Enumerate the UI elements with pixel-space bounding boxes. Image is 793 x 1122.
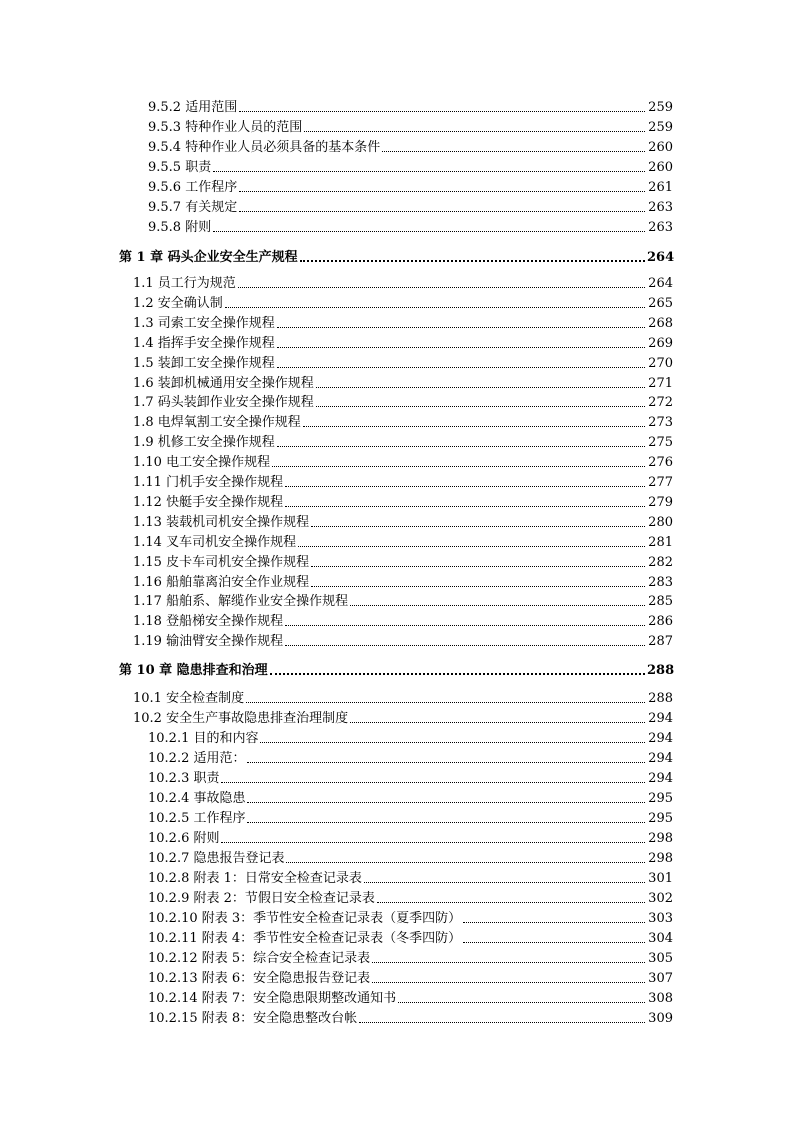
- toc-entry-label: 1.16 船舶靠离泊安全作业规程: [133, 574, 310, 590]
- toc-entry-page-number: 272: [648, 395, 673, 411]
- toc-entry-page-number: 309: [648, 1011, 673, 1026]
- toc-entry-page-number: 268: [648, 315, 673, 331]
- toc-entry-label: 10.2.9 附表 2：节假日安全检查记录表: [148, 891, 375, 906]
- toc-entry-label: 1.15 皮卡车司机安全操作规程: [133, 554, 310, 570]
- dot-leader: [316, 406, 645, 407]
- toc-entry-label: 1.17 船舶系、解缆作业安全操作规程: [133, 594, 349, 610]
- dot-leader: [225, 307, 645, 308]
- dot-leader: [246, 702, 645, 703]
- toc-entry[interactable]: [0, 410, 673, 430]
- toc-entry-page-number: 264: [647, 250, 675, 265]
- toc-entry-page-number: 265: [648, 295, 673, 311]
- dot-leader: [221, 782, 645, 783]
- toc-chapter-entry[interactable]: [0, 245, 673, 265]
- toc-entry-page-number: 260: [648, 160, 673, 175]
- toc-entry[interactable]: [0, 866, 673, 886]
- toc-entry[interactable]: [0, 331, 673, 351]
- toc-entry-label: 10.2.2 适用范：: [148, 751, 246, 766]
- toc-entry-label: 9.5.2 适用范围: [148, 100, 238, 115]
- dot-leader: [213, 231, 645, 232]
- toc-entry[interactable]: [0, 886, 673, 906]
- toc-entry[interactable]: [0, 271, 673, 291]
- dot-leader: [304, 131, 645, 132]
- dot-leader: [372, 982, 645, 983]
- toc-entry-page-number: 287: [648, 634, 673, 650]
- toc-entry[interactable]: [0, 510, 673, 530]
- toc-entry-label: 1.14 叉车司机安全操作规程: [133, 534, 297, 550]
- dot-leader: [213, 171, 645, 172]
- dot-leader: [277, 367, 645, 368]
- toc-entry[interactable]: [0, 95, 673, 115]
- dot-leader: [260, 742, 645, 743]
- dot-leader: [377, 902, 645, 903]
- toc-entry[interactable]: [0, 946, 673, 966]
- toc-entry-page-number: 288: [648, 691, 673, 706]
- toc-entry-label: 10.2.13 附表 6：安全隐患报告登记表: [148, 971, 371, 986]
- toc-entry-page-number: 295: [648, 791, 673, 806]
- toc-entry-page-number: 304: [648, 931, 673, 946]
- toc-entry-page-number: 275: [648, 435, 673, 451]
- toc-entry-page-number: 294: [648, 731, 673, 746]
- toc-entry-label: 9.5.8 附则: [148, 220, 212, 235]
- toc-entry-label: 第 1 章 码头企业安全生产规程: [119, 250, 298, 265]
- toc-entry-page-number: 294: [648, 751, 673, 766]
- toc-entry-label: 1.7 码头装卸作业安全操作规程: [133, 395, 314, 411]
- toc-entry[interactable]: [0, 135, 673, 155]
- toc-entry-page-number: 264: [648, 276, 673, 291]
- toc-entry[interactable]: [0, 629, 673, 649]
- toc-entry-label: 10.2.1 目的和内容: [148, 731, 259, 746]
- toc-entry-page-number: 270: [648, 355, 673, 371]
- dot-leader: [316, 387, 645, 388]
- toc-entry[interactable]: [0, 311, 673, 331]
- dot-leader: [285, 625, 645, 626]
- toc-entry-label: 1.6 装卸机械通用安全操作规程: [133, 375, 314, 391]
- toc-entry-label: 9.5.7 有关规定: [148, 200, 238, 215]
- toc-entry[interactable]: [0, 1006, 673, 1026]
- dot-leader: [311, 526, 645, 527]
- toc-entry-label: 10.2.15 附表 8：安全隐患整改台帐: [148, 1011, 358, 1026]
- dot-leader: [239, 191, 645, 192]
- toc-entry-label: 10.2.6 附则: [148, 831, 220, 846]
- toc-entry[interactable]: [0, 430, 673, 450]
- toc-entry-page-number: 301: [648, 871, 673, 886]
- toc-entry-label: 10.2.14 附表 7：安全隐患限期整改通知书: [148, 991, 397, 1006]
- toc-entry-label: 1.2 安全确认制: [133, 295, 223, 311]
- toc-entry-label: 10.2.7 隐患报告登记表: [148, 851, 285, 866]
- toc-entry[interactable]: [0, 806, 673, 826]
- dot-leader: [239, 111, 645, 112]
- toc-entry-page-number: 279: [648, 494, 673, 510]
- toc-entry-label: 1.18 登船梯安全操作规程: [133, 614, 284, 630]
- toc-entry-label: 10.2.12 附表 5：综合安全检查记录表: [148, 951, 371, 966]
- toc-entry-page-number: 269: [648, 335, 673, 351]
- toc-entry[interactable]: [0, 390, 673, 410]
- toc-entry-label: 10.2 安全生产事故隐患排查治理制度: [133, 711, 349, 726]
- dot-leader: [247, 762, 645, 763]
- toc-entry-label: 1.8 电焊氧割工安全操作规程: [133, 415, 301, 431]
- toc-entry[interactable]: [0, 450, 673, 470]
- dot-leader: [285, 486, 645, 487]
- toc-entry[interactable]: [0, 966, 673, 986]
- toc-entry-label: 1.19 输油臂安全操作规程: [133, 634, 284, 650]
- toc-entry[interactable]: [0, 215, 673, 235]
- dot-leader: [463, 942, 645, 943]
- toc-entry-label: 1.5 装卸工安全操作规程: [133, 355, 275, 371]
- toc-entry[interactable]: [0, 766, 673, 786]
- toc-entry-label: 10.1 安全检查制度: [133, 691, 245, 706]
- toc-entry[interactable]: [0, 846, 673, 866]
- toc-entry-label: 1.13 装载机司机安全操作规程: [133, 514, 310, 530]
- dot-leader: [277, 347, 645, 348]
- toc-entry-page-number: 259: [648, 120, 673, 135]
- toc-entry[interactable]: [0, 115, 673, 135]
- toc-entry-label: 9.5.4 特种作业人员必须具备的基本条件: [148, 140, 381, 155]
- dot-leader: [238, 287, 645, 288]
- toc-entry-page-number: 260: [648, 140, 673, 155]
- toc-entry[interactable]: [0, 195, 673, 215]
- toc-entry-page-number: 294: [648, 771, 673, 786]
- dot-leader: [372, 962, 645, 963]
- toc-entry-page-number: 308: [648, 991, 673, 1006]
- dot-leader: [285, 506, 645, 507]
- toc-entry[interactable]: [0, 291, 673, 311]
- toc-entry-page-number: 276: [648, 455, 673, 471]
- dot-leader: [298, 546, 645, 547]
- toc-entry-label: 1.1 员工行为规范: [133, 276, 236, 291]
- toc-entry-label: 9.5.3 特种作业人员的范围: [148, 120, 303, 135]
- toc-entry-label: 1.9 机修工安全操作规程: [133, 435, 275, 451]
- toc-entry-page-number: 298: [648, 851, 673, 866]
- toc-entry[interactable]: [0, 155, 673, 175]
- toc-entry-page-number: 273: [648, 415, 673, 431]
- toc-entry-label: 10.2.10 附表 3：季节性安全检查记录表（夏季四防）: [148, 911, 462, 926]
- toc-entry-page-number: 295: [648, 811, 673, 826]
- toc-entry-label: 10.2.4 事故隐患: [148, 791, 246, 806]
- toc-entry[interactable]: [0, 371, 673, 391]
- dot-leader: [364, 882, 645, 883]
- toc-chapter-entry[interactable]: [0, 658, 673, 678]
- toc-entry-label: 10.2.11 附表 4：季节性安全检查记录表（冬季四防）: [148, 931, 462, 946]
- dot-leader: [382, 151, 645, 152]
- toc-entry[interactable]: [0, 351, 673, 371]
- toc-entry-label: 1.12 快艇手安全操作规程: [133, 494, 284, 510]
- toc-entry[interactable]: [0, 746, 673, 766]
- toc-entry-page-number: 285: [648, 594, 673, 610]
- dot-leader: [277, 446, 645, 447]
- toc-entry-label: 9.5.5 职责: [148, 160, 212, 175]
- toc-entry[interactable]: [0, 726, 673, 746]
- toc-entry-label: 1.11 门机手安全操作规程: [133, 475, 284, 490]
- toc-entry-page-number: 282: [648, 554, 673, 570]
- dot-leader: [311, 566, 645, 567]
- toc-entry-page-number: 271: [648, 375, 673, 391]
- dot-leader: [239, 211, 645, 212]
- toc-entry-page-number: 261: [648, 180, 673, 195]
- toc-entry-page-number: 298: [648, 831, 673, 846]
- toc-entry-label: 第 10 章 隐患排查和治理: [119, 663, 268, 678]
- toc-entry-label: 10.2.3 职责: [148, 771, 220, 786]
- toc-entry-label: 1.4 指挥手安全操作规程: [133, 335, 275, 351]
- toc-entry[interactable]: [0, 490, 673, 510]
- toc-entry-page-number: 288: [647, 663, 675, 678]
- toc-entry-page-number: 277: [648, 475, 673, 490]
- toc-entry-page-number: 259: [648, 100, 673, 115]
- toc-entry[interactable]: [0, 786, 673, 806]
- toc-entry-page-number: 302: [648, 891, 673, 906]
- dot-leader: [311, 586, 645, 587]
- toc-entry-page-number: 280: [648, 514, 673, 530]
- toc-entry[interactable]: [0, 686, 673, 706]
- toc-entry[interactable]: [0, 470, 673, 490]
- toc-entry[interactable]: [0, 706, 673, 726]
- toc-entry-page-number: 283: [648, 574, 673, 590]
- dot-leader: [300, 260, 645, 262]
- toc-entry-page-number: 303: [648, 911, 673, 926]
- dot-leader: [350, 605, 645, 606]
- toc-entry-label: 1.3 司索工安全操作规程: [133, 315, 275, 331]
- toc-entry-label: 9.5.6 工作程序: [148, 180, 238, 195]
- toc-entry[interactable]: [0, 550, 673, 570]
- toc-entry-page-number: 307: [648, 971, 673, 986]
- dot-leader: [350, 722, 645, 723]
- dot-leader: [285, 645, 645, 646]
- dot-leader: [398, 1002, 645, 1003]
- toc-entry-page-number: 305: [648, 951, 673, 966]
- toc-entry-page-number: 263: [648, 220, 673, 235]
- dot-leader: [221, 842, 645, 843]
- toc-entry-page-number: 263: [648, 200, 673, 215]
- dot-leader: [286, 862, 645, 863]
- toc-entry-page-number: 281: [648, 534, 673, 550]
- dot-leader: [463, 922, 645, 923]
- toc-entry[interactable]: [0, 926, 673, 946]
- dot-leader: [303, 426, 645, 427]
- toc-entry-label: 1.10 电工安全操作规程: [133, 455, 271, 471]
- toc-entry-page-number: 294: [648, 711, 673, 726]
- dot-leader: [247, 802, 645, 803]
- toc-entry[interactable]: [0, 609, 673, 629]
- dot-leader: [270, 673, 645, 675]
- toc-entry[interactable]: [0, 570, 673, 590]
- toc-entry[interactable]: [0, 906, 673, 926]
- toc-entry-label: 10.2.8 附表 1：日常安全检查记录表: [148, 871, 362, 886]
- dot-leader: [359, 1022, 645, 1023]
- toc-entry[interactable]: [0, 175, 673, 195]
- toc-entry[interactable]: [0, 530, 673, 550]
- toc-entry-label: 10.2.5 工作程序: [148, 811, 246, 826]
- toc-entry[interactable]: [0, 826, 673, 846]
- toc-entry-page-number: 286: [648, 614, 673, 630]
- dot-leader: [247, 822, 645, 823]
- toc-entry[interactable]: [0, 589, 673, 609]
- toc-entry[interactable]: [0, 986, 673, 1006]
- dot-leader: [272, 466, 645, 467]
- dot-leader: [277, 327, 645, 328]
